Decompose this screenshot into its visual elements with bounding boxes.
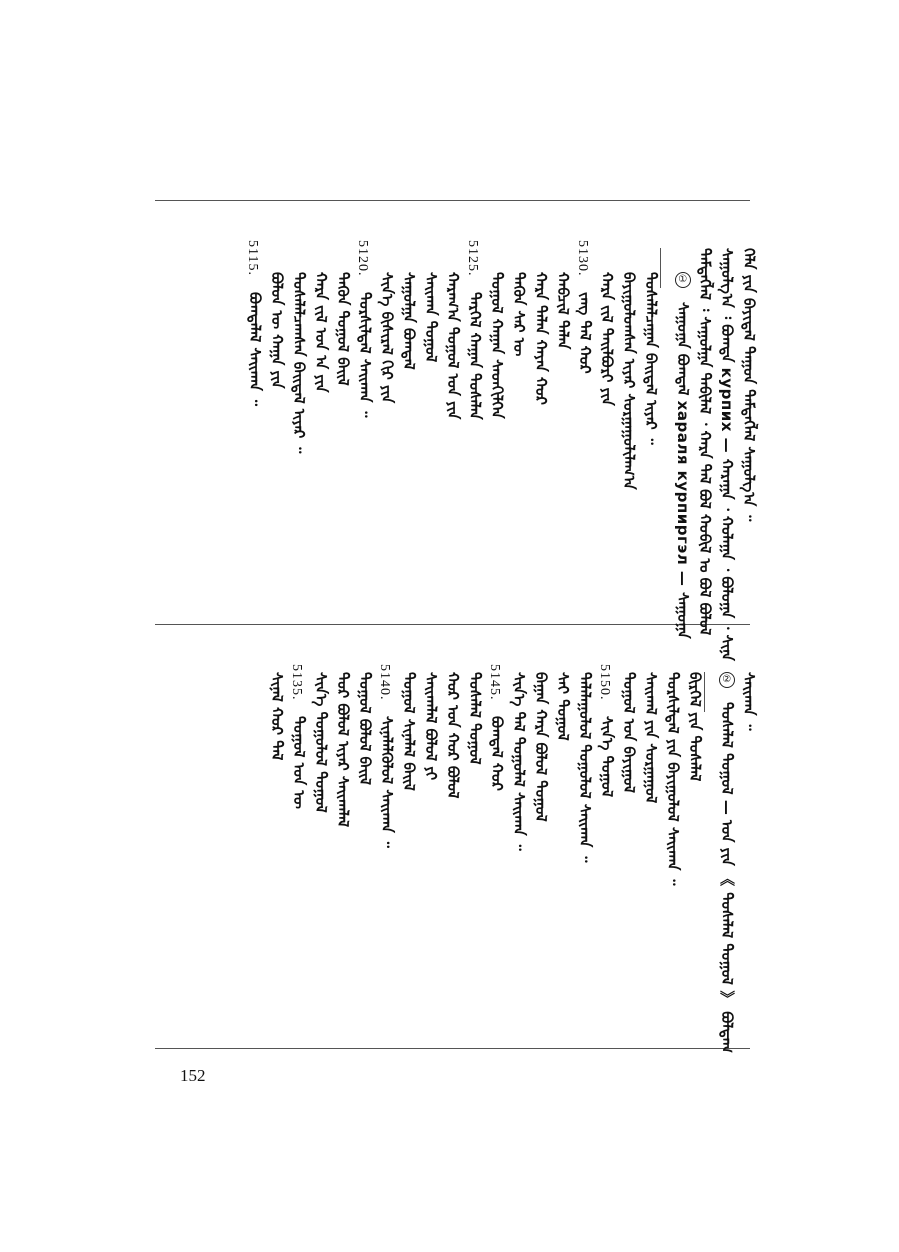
verse-line: ᠪᠠᠶᠢᠭᠤᠯᠤᠭᠰᠠᠨ ᠢᠶᠡᠷ ᠰᠤᠷᠭᠠᠭᠤᠯᠢᠯᠠᠭ᠎ᠠ: [620, 272, 638, 490]
footnote-text: ᠰᠠᠭᠤᠭᠠ ᠪᠣᠭᠳᠠᠯ хараля кyрпиргэл — ᠰᠠᠭᠤᠭᠠ: [674, 302, 692, 639]
verse-line: ᠲᠤᠰᠠᠯᠠᠯ ᠲᠤᠭᠤᠯ: [466, 672, 484, 765]
verse-line: ᠲᠤᠭᠤᠯ ᠬᠠᠭᠠᠨ ᠰᠡᠳᠬᠢᠯᠭᠡᠨ: [488, 272, 506, 419]
verse-line-number: 5140.: [377, 664, 392, 701]
verse-line: ᠲᠤᠷ ᠪᠣᠯᠤᠯ ᠢᠶᠡᠷ ᠰᠠᠢᠬᠠᠯᠠᠯ: [334, 672, 352, 828]
header-line: ᠰᠠᠭᠤᠯᠭ᠎ᠠ ᠄ ᠪᠣᠭᠳᠠ кyрпих — ᠬᠠᠷᠠᠭᠠ ᠂ ᠬᠤᠯᠠᠭᠠ ᠂ ᠪᠣᠯᠤᠭᠠ ᠂ ᠰᠢᠨᠡ: [718, 248, 736, 661]
verse-line: ᠰᠢᠨ᠎ᠡ ᠲᠤᠭᠤᠯᠤᠯ ᠲᠤᠭᠤᠯ: [312, 672, 330, 813]
footnote-marker: ①: [675, 272, 691, 288]
verse-line: ᠪᠣᠭᠳᠠᠯ ᠬᠣᠷ: [488, 716, 506, 791]
verse-line: ᠰᠢᠨ᠎ᠡ ᠪᠢᠰᠢᠷᠡᠯ ᠬᠢᠷ ᠶᠢᠨ: [378, 272, 396, 404]
verse-line: ᠬᠠᠷᠠ ᠵᠢᠯ ᠤᠨ ᠡᠨ ᠶᠢᠨ: [312, 272, 330, 393]
verse-line-number: 5120.: [355, 240, 370, 277]
verse-line: ᠪᠢᠷᠭᠡᠯ ᠶᠢᠨ ᠲᠤᠰᠠᠯᠠᠯ: [686, 672, 704, 782]
verse-line: ᠲᠡᠭᠦᠨ ᠲᠤᠭᠤᠯ ᠪᠠᠢᠯ: [334, 272, 352, 386]
top-rule: [155, 200, 750, 201]
verse-line-number: 5150.: [597, 664, 612, 701]
verse-line: ᠰᠢᠨ᠎ᠡ ᠲᠤᠭᠤᠯ: [598, 716, 616, 798]
middle-rule: [155, 624, 750, 625]
verse-line: ᠲᠡᠭᠦᠨ ᠰᠡᠷ ᠦ: [510, 272, 528, 357]
footnote-line: [716, 672, 738, 1053]
verse-line: ᠪᠣᠭᠳᠠᠯᠠᠯ ᠰᠠᠢᠬᠠᠨ ᠃: [246, 292, 264, 407]
verse-line: ᠲᠠᠯᠠᠯᠠᠭᠤᠯᠤᠯ ᠲᠤᠭᠤᠯᠤᠯ ᠰᠠᠢᠬᠠᠨ ᠃: [576, 672, 594, 863]
verse-line: ᠰᠢᠨᠡᠯᠡᠯᠭᠦᠯᠦᠯ ᠰᠠᠢᠬᠠᠨ ᠃: [378, 716, 396, 848]
verse-line-number: 5130.: [575, 240, 590, 277]
verse-line: ᠲᠤᠰᠠᠯᠠᠯᠴᠠᠭᠰᠠᠨ ᠪᠠᠢᠳᠠᠯ ᠢᠶᠡᠷ ᠃: [290, 272, 308, 454]
verse-line-number: 5135.: [289, 664, 304, 701]
footnote-text: ᠲᠤᠰᠠᠯᠠᠯ ᠲᠤᠭᠤᠯ — ᠤᠨ ᠶᠢᠨ 《 ᠲᠤᠰᠠᠯᠠᠯ ᠲᠤᠭᠤᠯ 》 ᠪᠣᠯᠳᠠᠭ: [718, 702, 736, 1053]
verse-line: ᠲᠤᠰᠠᠯᠠᠯᠴᠠᠭᠠᠨ ᠪᠠᠢᠳᠠᠯ ᠢᠶᠡᠷ ᠃: [642, 272, 660, 445]
verse-line: ᠰᠠᠭᠤᠯᠭᠠ ᠪᠣᠭᠳᠠᠯ: [400, 272, 418, 370]
header-line: ᠬᠡᠯᠡ ᠶᠢᠨ ᠪᠠᠶᠢᠳᠠᠯ ᠲᠠᠭᠤᠨ ᠲᠡᠮᠳᠡᠭᠯᠡᠯ ᠰᠠᠭᠤᠯᠭ᠎ᠠ ᠃: [740, 248, 758, 522]
verse-line: ᠬᠠᠷᠠ ᠲᠠᠯᠠᠨ ᠬᠠᠶᠠᠨ ᠬᠣᠷ: [532, 272, 550, 405]
verse-line: ᠵᠠᠩ ᠲᠠᠯ ᠬᠣᠷ: [576, 292, 594, 374]
verse-line: ᠬᠣᠷ ᠤᠨ ᠬᠣᠷ ᠪᠣᠯᠤᠯ: [444, 672, 462, 799]
verse-line: ᠲᠤᠭᠤᠯ ᠪᠣᠯᠤᠯ ᠪᠠᠢᠯ: [356, 672, 374, 786]
verse-line: ᠰᠢᠨ᠎ᠡ ᠲᠠᠯ ᠲᠤᠭᠤᠯᠠᠯ ᠰᠠᠢᠬᠠᠨ ᠃: [510, 672, 528, 851]
verse-line-number: 5145.: [487, 664, 502, 701]
verse-line: ᠬᠠᠷᠠᠭ᠎ᠠ ᠲᠤᠭᠤᠯ ᠤᠨ ᠶᠢᠨ: [444, 272, 462, 420]
verse-line-number: 5125.: [465, 240, 480, 277]
header-line: ᠲᠡᠮᠳᠡᠭᠯᠡᠯ ᠄ ᠰᠠᠭᠤᠯᠭᠠ ᠲᠠᠪᠢᠯᠠᠯ ᠂ ᠬᠠᠷᠠ ᠲᠠᠯ ᠪᠣᠯ ᠬᠤᠪᠢᠯ ᠤ ᠪᠣᠯ ᠪᠣᠯᠤᠯ: [696, 248, 714, 636]
footnote-marker: ②: [719, 672, 735, 688]
header-line: ᠰᠠᠢᠬᠠᠨ ᠃: [740, 672, 758, 731]
verse-line: ᠰᠠᠢ ᠲᠤᠭᠤᠯ: [554, 672, 572, 741]
footnote-line: [672, 272, 694, 639]
page-number: 152: [180, 1066, 206, 1085]
verse-line: ᠰᠢᠨᠡᠯ ᠬᠣᠷ ᠲᠠᠯ: [268, 672, 286, 761]
bottom-rule: [155, 1048, 750, 1049]
verse-line: ᠬᠠᠪᠴᠢᠯ ᠲᠠᠯᠠᠨ: [554, 272, 572, 350]
verse-line: ᠪᠠᠭᠠᠨ ᠬᠠᠷᠠ ᠪᠣᠯᠤᠯ ᠲᠤᠭᠤᠯ: [532, 672, 550, 822]
verse-line: ᠲᠤᠭᠤᠯ ᠤᠨ ᠦ: [290, 716, 308, 809]
verse-line-number: 5115.: [245, 240, 260, 276]
verse-line: ᠰᠠᠢᠬᠠᠨ ᠲᠤᠭᠤᠯ: [422, 272, 440, 363]
verse-line: ᠰᠠᠢᠬᠠᠯ ᠶᠢᠨ ᠰᠤᠷᠭᠠᠭᠤᠯ: [642, 672, 660, 804]
verse-line: ᠲᠤᠭᠤᠯ ᠤᠨ ᠪᠠᠶᠢᠭᠤᠯ: [620, 672, 638, 793]
verse-line: ᠰᠠᠢᠬᠠᠯᠠᠯ ᠪᠣᠯᠤᠯ ᠶᠢ: [422, 672, 440, 781]
verse-line: ᠲᠤᠷᠰᠢᠯᠳᠠᠯ ᠰᠠᠢᠬᠠᠨ ᠃: [356, 292, 374, 418]
verse-line: ᠬᠠᠷᠠ ᠵᠢᠯ ᠲᠠᠢᠯᠪᠤᠷᠢ ᠶᠢᠨ: [598, 272, 616, 406]
verse-line: ᠲᠤᠷᠰᠢᠯᠳᠠᠯ ᠶᠢᠨ ᠪᠠᠶᠢᠭᠤᠯᠤᠯ ᠰᠠᠢᠬᠠᠨ ᠃: [664, 672, 682, 886]
verse-line: ᠲᠡᠷᠭᠡᠯ ᠬᠠᠭᠠᠨ ᠲᠤᠰᠠᠯᠠᠨ: [466, 292, 484, 420]
verse-line: ᠲᠤᠭᠤᠯ ᠰᠢᠨᠡᠯᠡᠯ ᠪᠠᠢᠯ: [400, 672, 418, 791]
verse-line: ᠪᠣᠯᠤᠨ ᠦ ᠬᠠᠭᠠ ᠶᠢᠨ: [268, 272, 286, 389]
